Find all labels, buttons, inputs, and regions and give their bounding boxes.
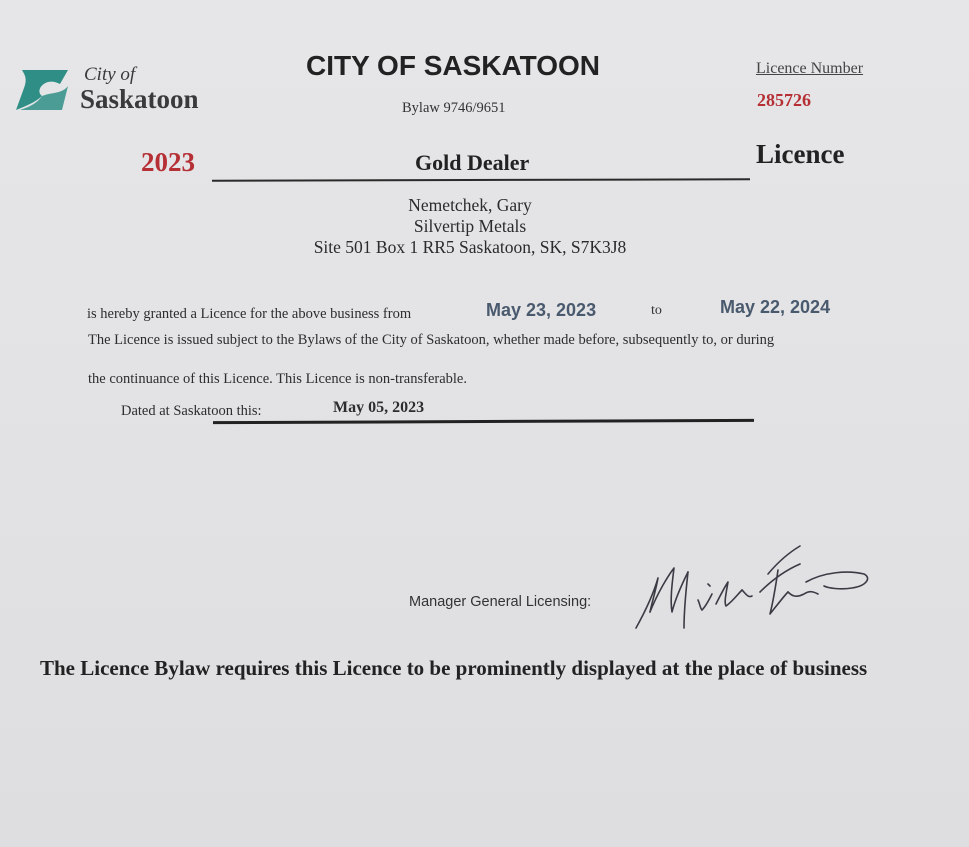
valid-to-date: May 22, 2024: [720, 297, 831, 317]
handwritten-signature: [628, 540, 878, 635]
logo-saskatoon: Saskatoon: [80, 84, 199, 114]
licensee-address: Site 501 Box 1 RR5 Saskatoon, SK, S7K3J8: [313, 237, 627, 257]
grant-line-3: the continuance of this Licence. This Licence is non-transferable.: [88, 371, 467, 387]
to-label: to: [651, 303, 662, 318]
licensee-block: [260, 195, 680, 258]
valid-from-date: May 23, 2023: [486, 300, 597, 320]
licence-number-label: Licence Number: [756, 60, 864, 77]
licence-type: Gold Dealer: [415, 150, 530, 175]
city-logo-mark: [12, 66, 72, 114]
grant-line-2: The Licence is issued subject to the Bylaws of the City of Saskatoon, whether made before, subsequently to, or during: [88, 332, 775, 348]
licensee-name: Nemetchek, Gary: [408, 195, 532, 215]
dated-value: May 05, 2023: [333, 399, 425, 416]
licence-number: 285726: [757, 90, 811, 110]
page-title: CITY OF SASKATOON: [306, 50, 601, 81]
licence-heading: Licence: [756, 139, 845, 169]
dated-underline: [213, 419, 754, 424]
type-underline: [212, 178, 750, 181]
display-notice: The Licence Bylaw requires this Licence to be prominently displayed at the place of business: [40, 656, 868, 680]
signature-label: Manager General Licensing:: [409, 594, 592, 610]
licence-year: 2023: [141, 147, 195, 177]
bylaw-reference: Bylaw 9746/9651: [402, 100, 506, 116]
grant-line-1: is hereby granted a Licence for the above business from: [87, 306, 412, 322]
licensee-business: Silvertip Metals: [413, 216, 527, 236]
logo-city-of: City of: [84, 64, 136, 85]
dated-label: Dated at Saskatoon this:: [121, 403, 262, 419]
